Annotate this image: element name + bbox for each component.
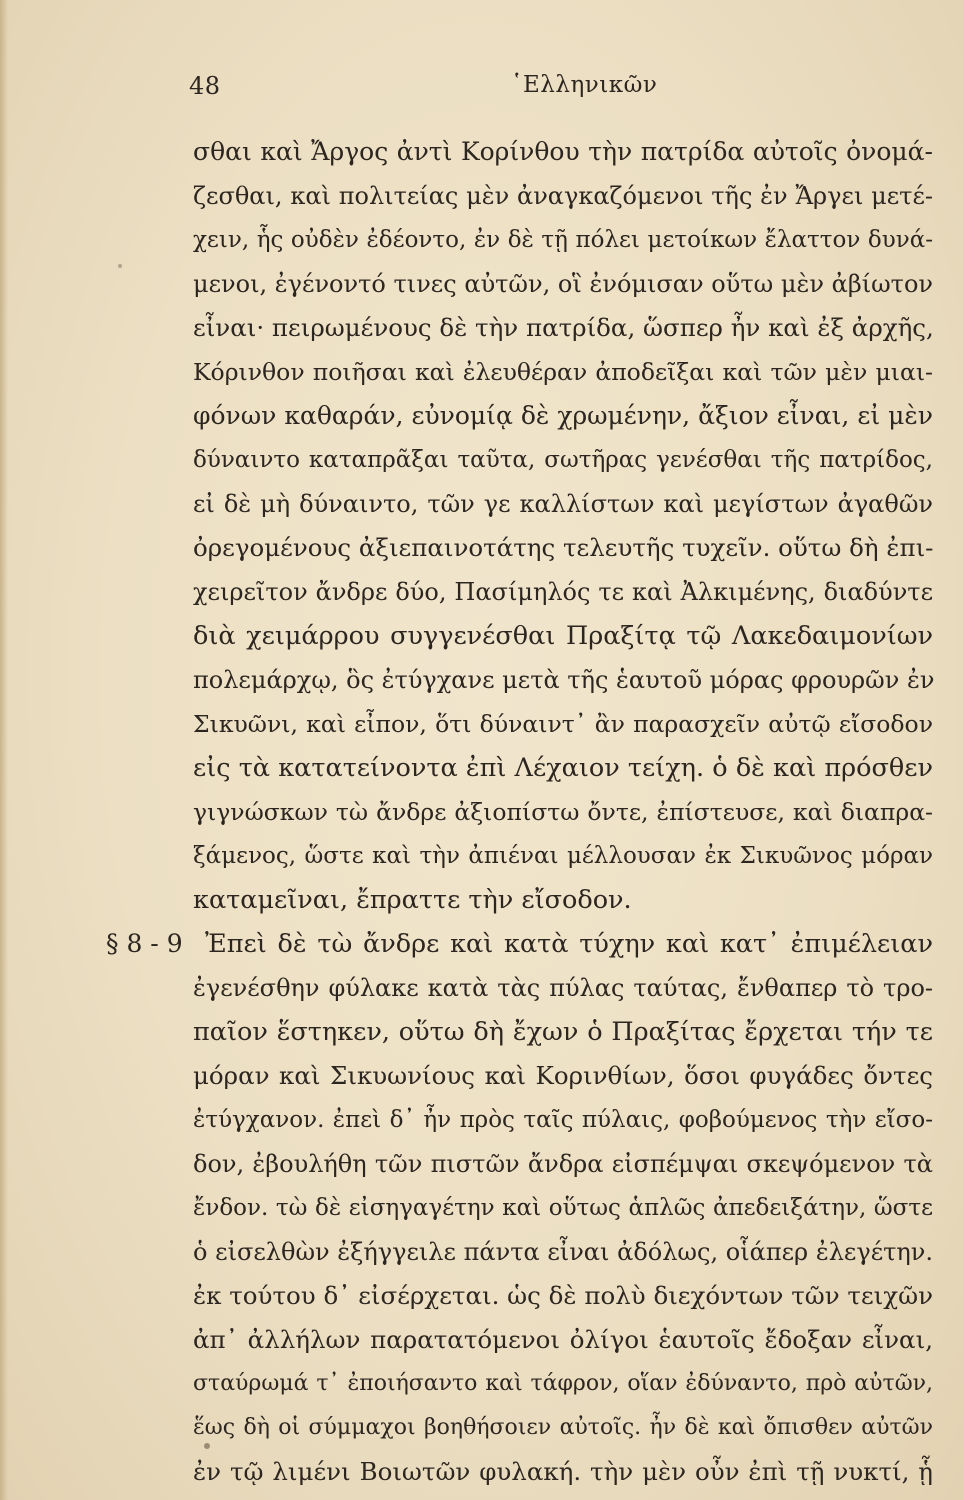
text-line: εἶναι· πειρωμένους δὲ τὴν πατρίδα, ὥσπερ ἦν καὶ ἐξ ἀρχῆς, (193, 313, 934, 342)
text-line: ἐν τῷ λιμένι Βοιωτῶν φυλακή. τὴν μὲν οὖν ἐπὶ τῇ νυκτί, ᾗ (193, 1457, 933, 1486)
text-line: εἰς τὰ κατατείνοντα ἐπὶ Λέχαιον τείχη. ὁ δὲ καὶ πρόσθεν (193, 753, 933, 783)
text-line: ἕως δὴ οἱ σύμμαχοι βοηθήσοιεν αὐτοῖς. ἦν δὲ καὶ ὄπισθεν αὐτῶν (193, 1415, 933, 1440)
text-line: σταύρωμά τ᾽ ἐποιήσαντο καὶ τάφρον, οἵαν ἐδύναντο, πρὸ αὐτῶν, (193, 1371, 933, 1396)
text-line: σθαι καὶ Ἄργος ἀντὶ Κορίνθου τὴν πατρίδα αὐτοῖς ὀνομά- (193, 137, 933, 166)
text-line: ἐγενέσθην φύλακε κατὰ τὰς πύλας ταύτας, ἔνθαπερ τὸ τρο- (193, 974, 933, 1002)
text-line: δον, ἐβουλήθη τῶν πιστῶν ἄνδρα εἰσπέμψαι σκεψόμενον τὰ (193, 1150, 933, 1178)
text-line: γιγνώσκων τὼ ἄνδρε ἀξιοπίστω ὄντε, ἐπίστευσε, καὶ διαπρα- (193, 798, 933, 826)
text-line: καταμεῖναι, ἔπραττε τὴν εἴσοδον. (193, 885, 632, 915)
page-header (189, 72, 658, 108)
page-edge-shadow (0, 0, 8, 1500)
running-title: ῾Ελληνικῶν (511, 72, 658, 98)
text-line: χειν, ἧς οὐδὲν ἐδέοντο, ἐν δὲ τῇ πόλει μετοίκων ἔλαττον δυνά- (193, 227, 933, 253)
text-line: χειρεῖτον ἄνδρε δύο, Πασίμηλός τε καὶ Ἀλκιμένης, διαδύντε (193, 578, 933, 606)
text-line: Σικυῶνι, καὶ εἶπον, ὅτι δύναιντ᾽ ἂν παρασχεῖν αὐτῷ εἴσοδον (193, 710, 933, 738)
text-line: δύναιντο καταπρᾶξαι ταῦτα, σωτῆρας γενέσθαι τῆς πατρίδος, (193, 447, 933, 473)
text-line: ζεσθαι, καὶ πολιτείας μὲν ἀναγκαζόμενοι τῆς ἐν Ἄργει μετέ- (193, 182, 933, 210)
paper-speck (118, 264, 122, 268)
text-line: μόραν καὶ Σικυωνίους καὶ Κορινθίων, ὅσοι φυγάδες ὄντες (193, 1061, 933, 1090)
text-line: ἐκ τούτου δ᾽ εἰσέρχεται. ὡς δὲ πολὺ διεχόντων τῶν τειχῶν (193, 1281, 933, 1310)
text-line: Ἐπεὶ δὲ τὼ ἄνδρε καὶ κατὰ τύχην καὶ κατ᾽ ἐπιμέλειαν (205, 929, 933, 959)
text-line: εἰ δὲ μὴ δύναιντο, τῶν γε καλλίστων καὶ μεγίστων ἀγαθῶν (193, 490, 933, 518)
section-marker: § 8 - 9 (106, 929, 183, 958)
text-line: ὀρεγομένους ἀξιεπαινοτάτης τελευτῆς τυχεῖν. οὕτω δὴ ἐπι- (193, 533, 934, 562)
text-line: Κόρινθον ποιῆσαι καὶ ἐλευθέραν ἀποδεῖξαι καὶ τῶν μὲν μιαι- (193, 358, 933, 386)
text-line: παῖον ἕστηκεν, οὕτω δὴ ἔχων ὁ Πραξίτας ἔρχεται τήν τε (193, 1017, 933, 1047)
page-number: 48 (189, 72, 221, 100)
text-line: πολεμάρχῳ, ὃς ἐτύγχανε μετὰ τῆς ἑαυτοῦ μόρας φρουρῶν ἐν (193, 666, 935, 694)
text-line: ἐτύγχανον. ἐπεὶ δ᾽ ἦν πρὸς ταῖς πύλαις, φοβούμενος τὴν εἴσο- (193, 1107, 933, 1133)
text-line: φόνων καθαράν, εὐνομίᾳ δὲ χρωμένην, ἄξιον εἶναι, εἰ μὲν (193, 401, 933, 430)
text-line: ἀπ᾽ ἀλλήλων παρατατόμενοι ὀλίγοι ἑαυτοῖς ἔδοξαν εἶναι, (193, 1325, 933, 1354)
text-line: ξάμενος, ὥστε καὶ τὴν ἀπιέναι μέλλουσαν ἐκ Σικυῶνος μόραν (193, 843, 933, 869)
text-line: ἔνδον. τὼ δὲ εἰσηγαγέτην καὶ οὕτως ἁπλῶς ἀπεδειξάτην, ὥστε (193, 1195, 933, 1221)
text-line: διὰ χειμάρρου συγγενέσθαι Πραξίτᾳ τῷ Λακεδαιμονίων (193, 621, 933, 651)
text-line: ὁ εἰσελθὼν ἐξήγγειλε πάντα εἶναι ἀδόλως, οἷάπερ ἐλεγέτην. (193, 1238, 933, 1266)
text-line: μενοι, ἐγένοντό τινες αὐτῶν, οἳ ἐνόμισαν οὕτω μὲν ἀβίωτον (193, 270, 933, 298)
paper-speck (204, 1443, 210, 1449)
